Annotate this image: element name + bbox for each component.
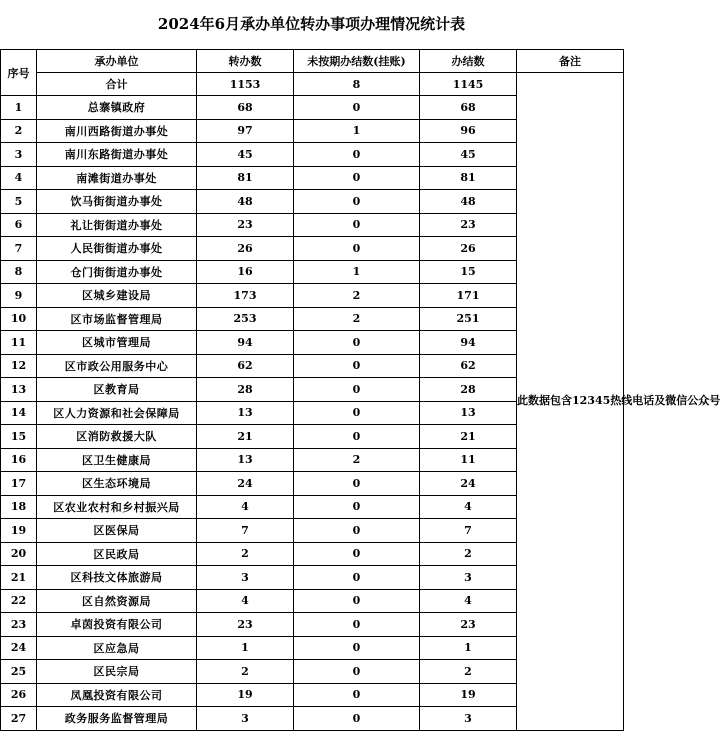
row-seq: 13 [1,378,37,402]
header-unit: 承办单位 [37,50,197,73]
total-label: 合计 [37,73,197,96]
row-unit: 区市政公用服务中心 [37,354,197,378]
row-seq: 9 [1,284,37,308]
row-pending: 0 [294,401,420,425]
row-seq: 2 [1,119,37,143]
row-unit: 区民政局 [37,542,197,566]
row-pending: 0 [294,143,420,167]
row-pending: 0 [294,519,420,543]
row-pending: 2 [294,307,420,331]
row-done: 23 [420,613,517,637]
row-seq: 17 [1,472,37,496]
row-seq: 18 [1,495,37,519]
row-pending: 0 [294,425,420,449]
row-unit: 南滩街道办事处 [37,166,197,190]
row-transferred: 23 [197,613,294,637]
total-pending: 8 [294,73,420,96]
row-seq: 1 [1,96,37,120]
row-done: 251 [420,307,517,331]
row-transferred: 24 [197,472,294,496]
statistics-table [0,49,720,731]
row-seq: 12 [1,354,37,378]
row-pending: 2 [294,448,420,472]
row-pending: 0 [294,636,420,660]
row-done: 81 [420,166,517,190]
row-done: 4 [420,495,517,519]
remark-note: 此数据包含12345热线电话及微信公众号 [517,73,624,731]
row-pending: 0 [294,683,420,707]
row-done: 28 [420,378,517,402]
row-pending: 0 [294,660,420,684]
row-done: 7 [420,519,517,543]
row-unit: 政务服务监督管理局 [37,707,197,731]
row-seq: 24 [1,636,37,660]
row-seq: 8 [1,260,37,284]
header-row [1,50,624,73]
row-done: 15 [420,260,517,284]
row-pending: 0 [294,495,420,519]
row-pending: 0 [294,566,420,590]
row-transferred: 45 [197,143,294,167]
row-unit: 区农业农村和乡村振兴局 [37,495,197,519]
row-seq: 5 [1,190,37,214]
row-unit: 总寨镇政府 [37,96,197,120]
row-transferred: 253 [197,307,294,331]
row-unit: 区市场监督管理局 [37,307,197,331]
row-transferred: 173 [197,284,294,308]
row-transferred: 28 [197,378,294,402]
row-done: 21 [420,425,517,449]
row-seq: 22 [1,589,37,613]
row-unit: 南川西路街道办事处 [37,119,197,143]
row-seq: 3 [1,143,37,167]
row-unit: 区城市管理局 [37,331,197,355]
header-remark: 备注 [517,50,624,73]
row-done: 2 [420,542,517,566]
row-pending: 0 [294,213,420,237]
row-done: 3 [420,707,517,731]
row-unit: 区人力资源和社会保障局 [37,401,197,425]
page-title: 2024年6月承办单位转办事项办理情况统计表 [157,15,466,33]
row-seq: 16 [1,448,37,472]
row-unit: 人民街街道办事处 [37,237,197,261]
row-pending: 0 [294,96,420,120]
row-transferred: 68 [197,96,294,120]
row-unit: 南川东路街道办事处 [37,143,197,167]
row-unit: 区科技文体旅游局 [37,566,197,590]
row-seq: 6 [1,213,37,237]
row-done: 171 [420,284,517,308]
row-unit: 礼让街街道办事处 [37,213,197,237]
row-unit: 区城乡建设局 [37,284,197,308]
row-transferred: 13 [197,448,294,472]
row-transferred: 2 [197,660,294,684]
row-pending: 0 [294,190,420,214]
row-pending: 0 [294,613,420,637]
row-transferred: 94 [197,331,294,355]
row-pending: 0 [294,237,420,261]
row-done: 94 [420,331,517,355]
row-done: 23 [420,213,517,237]
row-transferred: 4 [197,589,294,613]
row-pending: 1 [294,119,420,143]
row-unit: 区卫生健康局 [37,448,197,472]
row-pending: 0 [294,354,420,378]
row-transferred: 16 [197,260,294,284]
row-done: 13 [420,401,517,425]
row-done: 48 [420,190,517,214]
row-seq: 10 [1,307,37,331]
row-done: 19 [420,683,517,707]
row-seq: 19 [1,519,37,543]
row-seq: 14 [1,401,37,425]
row-unit: 区应急局 [37,636,197,660]
row-done: 24 [420,472,517,496]
row-seq: 26 [1,683,37,707]
total-done: 1145 [420,73,517,96]
header-done: 办结数 [420,50,517,73]
row-unit: 区民宗局 [37,660,197,684]
row-seq: 11 [1,331,37,355]
row-transferred: 13 [197,401,294,425]
header-seq: 序号 [1,50,37,96]
row-done: 45 [420,143,517,167]
row-seq: 21 [1,566,37,590]
row-pending: 0 [294,378,420,402]
row-unit: 区医保局 [37,519,197,543]
row-done: 2 [420,660,517,684]
row-done: 26 [420,237,517,261]
row-transferred: 23 [197,213,294,237]
row-transferred: 48 [197,190,294,214]
row-transferred: 81 [197,166,294,190]
total-transferred: 1153 [197,73,294,96]
row-seq: 7 [1,237,37,261]
row-pending: 0 [294,589,420,613]
row-done: 11 [420,448,517,472]
row-unit: 凤凰投资有限公司 [37,683,197,707]
row-transferred: 3 [197,566,294,590]
row-transferred: 26 [197,237,294,261]
row-seq: 27 [1,707,37,731]
row-unit: 区消防救援大队 [37,425,197,449]
row-unit: 区生态环境局 [37,472,197,496]
row-unit: 饮马街街道办事处 [37,190,197,214]
row-pending: 0 [294,331,420,355]
row-seq: 20 [1,542,37,566]
row-unit: 区教育局 [37,378,197,402]
row-seq: 4 [1,166,37,190]
row-pending: 0 [294,472,420,496]
row-done: 3 [420,566,517,590]
row-transferred: 1 [197,636,294,660]
row-transferred: 19 [197,683,294,707]
row-pending: 1 [294,260,420,284]
row-pending: 2 [294,284,420,308]
row-done: 4 [420,589,517,613]
total-row [1,73,624,96]
row-unit: 仓门街街道办事处 [37,260,197,284]
row-transferred: 2 [197,542,294,566]
row-done: 68 [420,96,517,120]
row-transferred: 7 [197,519,294,543]
row-unit: 卓茵投资有限公司 [37,613,197,637]
row-unit: 区自然资源局 [37,589,197,613]
row-done: 1 [420,636,517,660]
row-pending: 0 [294,166,420,190]
row-seq: 25 [1,660,37,684]
row-done: 96 [420,119,517,143]
header-pending: 未按期办结数(挂账) [294,50,420,73]
row-transferred: 4 [197,495,294,519]
row-done: 62 [420,354,517,378]
row-transferred: 3 [197,707,294,731]
row-seq: 23 [1,613,37,637]
row-pending: 0 [294,542,420,566]
row-transferred: 62 [197,354,294,378]
header-transferred: 转办数 [197,50,294,73]
row-seq: 15 [1,425,37,449]
row-pending: 0 [294,707,420,731]
row-transferred: 97 [197,119,294,143]
row-transferred: 21 [197,425,294,449]
